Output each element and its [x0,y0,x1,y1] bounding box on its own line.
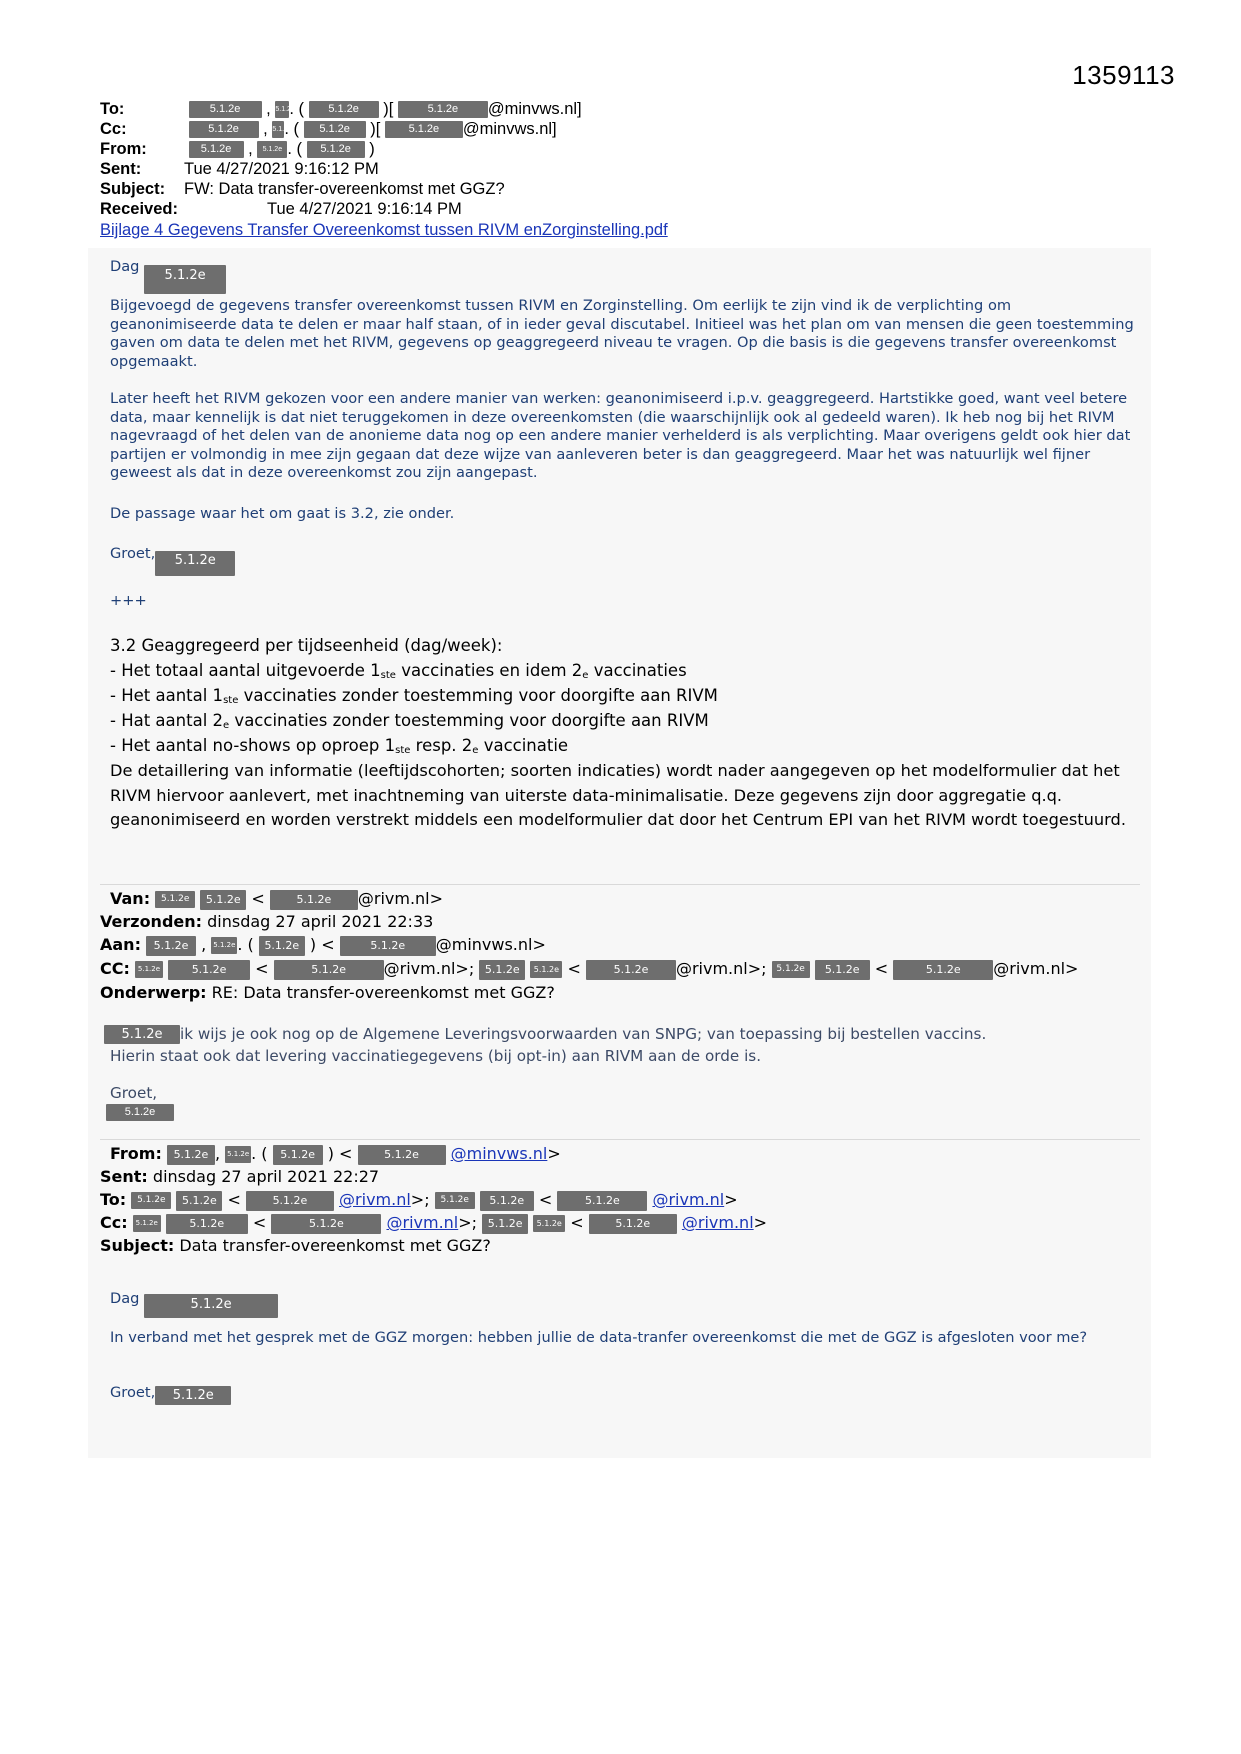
cc-label: CC: [100,959,130,978]
redaction: 5.1.2e [257,141,287,158]
redaction: 5.1.2e [893,960,993,980]
redaction: 5.1.2e [480,1191,534,1211]
msg2-closing: Groet, [110,1084,158,1102]
redaction: 5.1.2e [557,1191,647,1211]
redaction: 5.1.2e [815,960,870,980]
redaction: 5.1.2e [530,961,562,978]
from-label: From: [100,140,147,158]
redaction: 5.1.2e [133,1215,161,1232]
redaction: 5.1.2e [211,937,237,954]
item-text: vaccinaties zonder toestemming voor doorgifte aan RIVM [229,711,709,730]
item-text: vaccinatie [478,736,569,755]
item-text: - Het aantal 1 [110,686,224,705]
msg2-body-line1 [104,1025,986,1044]
msg3-subject [100,1236,491,1255]
to-label: To: [100,100,125,118]
item-sup: e [472,745,479,756]
greeting-text: Dag [110,1290,140,1307]
van-domain: @rivm.nl> [357,889,444,908]
to-domain: @minvws.nl] [487,100,582,118]
msg3-from: From: 5.1.2e , 5.1.2e . ( 5.1.2e ) < 5.1.2e @minvws.nl> [110,1144,561,1163]
closing [110,545,235,576]
paragraph-1: Bijgevoegd de gegevens transfer overeenkomst tussen RIVM en Zorginstelling. Om eerlijk te zijn vind ik de verplichting om geanonimiseerde data te delen er maar half staan, of in ieder geval discutabel. Initieel was het plan om van mensen die geen toestemming gaven om data te delen met het RIVM, gegevens op geaggregeerd niveau te vragen. Op die basis is die gegevens transfer overeenkomst opgemaakt. [110,297,1134,370]
item-text: - Het totaal aantal uitgevoerde 1 [110,661,381,680]
greeting-text: Dag [110,258,140,275]
greeting [110,258,226,294]
item-text: vaccinaties en idem 2 [395,661,583,680]
item-text: - Het aantal no-shows op oproep 1 [110,736,396,755]
received-value: Tue 4/27/2021 9:16:14 PM [267,200,462,218]
redaction: 5.1.2e [358,1145,446,1165]
item-sup: ste [380,670,396,681]
aan-domain: @minvws.nl> [435,935,546,954]
redaction: 5.1.2e [155,1386,231,1405]
redaction: 5.1.2e [176,1191,222,1211]
item-sup: e [582,670,589,681]
header-received [100,199,462,219]
redaction: 5.1.2 [275,101,289,118]
cc-domain: @rivm.nl> [993,959,1079,978]
attachment-link[interactable]: Bijlage 4 Gegevens Transfer Overeenkomst tussen RIVM enZorginstelling.pdf [100,221,668,239]
redaction: 5.1.2e [259,936,305,956]
body-text: ik wijs je ook nog op de Algemene Leveringsvoorwaarden van SNPG; van toepassing bij bestellen vaccins. [180,1025,987,1043]
cc-label: Cc: [100,1213,128,1232]
to-label: To: [100,1190,127,1209]
redaction: 5.1.2e [435,1192,475,1209]
cc-label: Cc: [100,120,127,138]
verzonden-value: dinsdag 27 april 2021 22:33 [207,912,434,931]
divider [100,1139,1140,1140]
aan-label: Aan: [100,935,141,954]
msg2-body-line2: Hierin staat ook dat levering vaccinatiegegevens (bij opt-in) aan RIVM aan de orde is. [110,1047,762,1065]
item-sup: ste [395,745,411,756]
msg3-greeting [110,1290,278,1318]
subject-value: FW: Data transfer-overeenkomst met GGZ? [184,180,505,198]
header-sent [100,159,379,179]
redaction: 5.1.2e [479,960,525,980]
msg3-sent [100,1167,379,1186]
paragraph-2: Later heeft het RIVM gekozen voor een andere manier van werken: geanonimiseerd i.p.v. geaggregeerd. Hartstikke goed, want veel betere data, maar kennelijk is dat niet teruggekomen in deze overeenkomsten (die waarschijnlijk ook al gedeeld waren). Ik heb nog bij het RIVM nagevraagd of het delen van de anonieme data nog op een andere manier verhelderd is als verplichting. Maar overigens geldt ook hier dat partijen er volmondig in mee zijn gegaan dat deze wijze van aanleveren beter is dan geaggregeerd. Maar het was natuurlijk wel fijner geweest als dat in deze overeenkomst zou zijn aangepast. [110,390,1131,481]
redaction: 5.1.2e [307,141,365,158]
cc-domain: @rivm.nl>; [383,959,475,978]
redaction: 5.1.2e [155,891,195,908]
sent-value: Tue 4/27/2021 9:16:12 PM [184,160,379,178]
redaction: 5.1.2e [772,961,810,978]
item-text: resp. 2 [410,736,473,755]
item-text: vaccinaties zonder toestemming voor doorgifte aan RIVM [238,686,718,705]
subject-value: Data transfer-overeenkomst met GGZ? [179,1236,491,1255]
redaction: 5.1.2e [271,1214,381,1234]
redaction: 5.1.2e [104,1025,180,1044]
redaction: 5.1.2e [144,1294,278,1318]
closing-text: Groet, [110,545,156,562]
redaction: 5.1.2e [589,1214,677,1234]
msg2-van: Van: 5.1.2e 5.1.2e < 5.1.2e @rivm.nl> [110,889,444,908]
closing-text: Groet, [110,1384,156,1401]
redaction: 5.1.2e [146,936,196,956]
msg2-cc: CC: 5.1.2e 5.1.2e < 5.1.2e @rivm.nl>; 5.1.2e 5.1.2e < 5.1.2e @rivm.nl>; 5.1.2e 5.1.2e < 5.1.2e @rivm.nl> [100,959,1079,978]
cc-domain-link[interactable]: @rivm.nl [386,1213,459,1232]
cc-domain-link[interactable]: @rivm.nl [681,1213,754,1232]
to-domain-link[interactable]: @rivm.nl [652,1190,725,1209]
verzonden-label: Verzonden: [100,912,203,931]
redaction: 5.1.2e [135,961,163,978]
subject-label: Subject: [100,1236,175,1255]
sent-label: Sent: [100,160,142,178]
redaction: 5.1.2e [398,101,488,118]
redaction: 5.1.2e [586,960,676,980]
redaction: 5.1.2e [482,1214,528,1234]
redaction: 5.1.2e [309,101,379,118]
section-title: 3.2 Geaggregeerd per tijdseenheid (dag/week): [110,636,503,655]
redaction: 5.1.2e [340,936,436,956]
msg3-closing [110,1384,231,1405]
msg3-to: To: 5.1.2e 5.1.2e < 5.1.2e @rivm.nl>; 5.1.2e 5.1.2e < 5.1.2e @rivm.nl> [100,1190,738,1209]
msg3-cc: Cc: 5.1.2e 5.1.2e < 5.1.2e @rivm.nl>; 5.1.2e 5.1.2e < 5.1.2e @rivm.nl> [100,1213,768,1232]
received-label: Received: [100,200,178,218]
redaction: 5.1.2e [304,121,366,138]
redaction: 5.1.2e [144,265,226,294]
header-subject [100,179,505,199]
redaction: 5.1.2e [167,1145,215,1165]
redaction: 5.1.2e [189,121,259,138]
redaction: 5.1.2e [200,890,246,910]
redaction: 5.1.2 [272,121,284,138]
cc-domain: @rivm.nl>; [675,959,767,978]
header-cc: Cc: 5.1.2e , 5.1.2. ( 5.1.2e )[ 5.1.2e @minvws.nl] [100,120,557,138]
msg2-signature [106,1104,174,1122]
paragraph-3: De passage waar het om gaat is 3.2, zie onder. [110,505,455,522]
sent-value: dinsdag 27 april 2021 22:27 [152,1167,380,1186]
redaction: 5.1.2e [189,101,262,118]
redaction: 5.1.2e [155,551,235,576]
msg2-onderwerp [100,983,555,1002]
redaction: 5.1.2e [273,1145,323,1165]
header-to: To: 5.1.2e , 5.1.2. ( 5.1.2e )[ 5.1.2e @minvws.nl] [100,100,582,118]
redaction: 5.1.2e [166,1214,248,1234]
van-label: Van: [110,889,151,908]
redaction: 5.1.2e [533,1215,565,1232]
item-sup: ste [223,695,239,706]
cc-domain: @minvws.nl] [462,120,557,138]
item-text: vaccinaties [588,661,687,680]
subject-label: Subject: [100,180,166,198]
item-text: - Hat aantal 2 [110,711,224,730]
redaction: 5.1.2e [270,890,358,910]
redaction: 5.1.2e [274,960,384,980]
redaction: 5.1.2e [246,1191,334,1211]
redaction: 5.1.2e [168,960,250,980]
divider [100,884,1140,885]
redaction: 5.1.2e [131,1192,171,1209]
header-from: From: 5.1.2e , 5.1.2e . ( 5.1.2e ) [100,140,375,158]
document-number: 1359113 [1072,60,1175,90]
redaction: 5.1.2e [225,1146,251,1163]
to-domain-link[interactable]: @rivm.nl [339,1190,411,1209]
msg3-body: In verband met het gesprek met de GGZ morgen: hebben jullie de data-tranfer overeenkomst die met de GGZ is afgesloten voor me? [110,1329,1088,1346]
msg2-aan: Aan: 5.1.2e , 5.1.2e . ( 5.1.2e ) < 5.1.2e @minvws.nl> [100,935,546,954]
from-label: From: [110,1144,162,1163]
onderwerp-value: RE: Data transfer-overeenkomst met GGZ? [211,983,555,1002]
onderwerp-label: Onderwerp: [100,983,207,1002]
sent-label: Sent: [100,1167,148,1186]
section-body: De detaillering van informatie (leeftijdscohorten; soorten indicaties) wordt nader aangegeven op het modelformulier dat het RIVM hiervoor aanlevert, met inachtneming van uiterste data-minimalisatie. Deze gegevens zijn door aggregatie q.q. geanonimiseerd en worden verstrekt middels een modelformulier dat door het Centrum EPI van het RIVM wordt toegestuurd. [110,761,1126,829]
redaction: 5.1.2e [106,1104,174,1121]
separator-plus: +++ [110,592,147,609]
item-sup: e [223,720,230,731]
from-domain-link[interactable]: @minvws.nl [450,1144,548,1163]
msg2-verzonden [100,912,433,931]
redaction: 5.1.2e [385,121,463,138]
redaction: 5.1.2e [189,141,244,158]
